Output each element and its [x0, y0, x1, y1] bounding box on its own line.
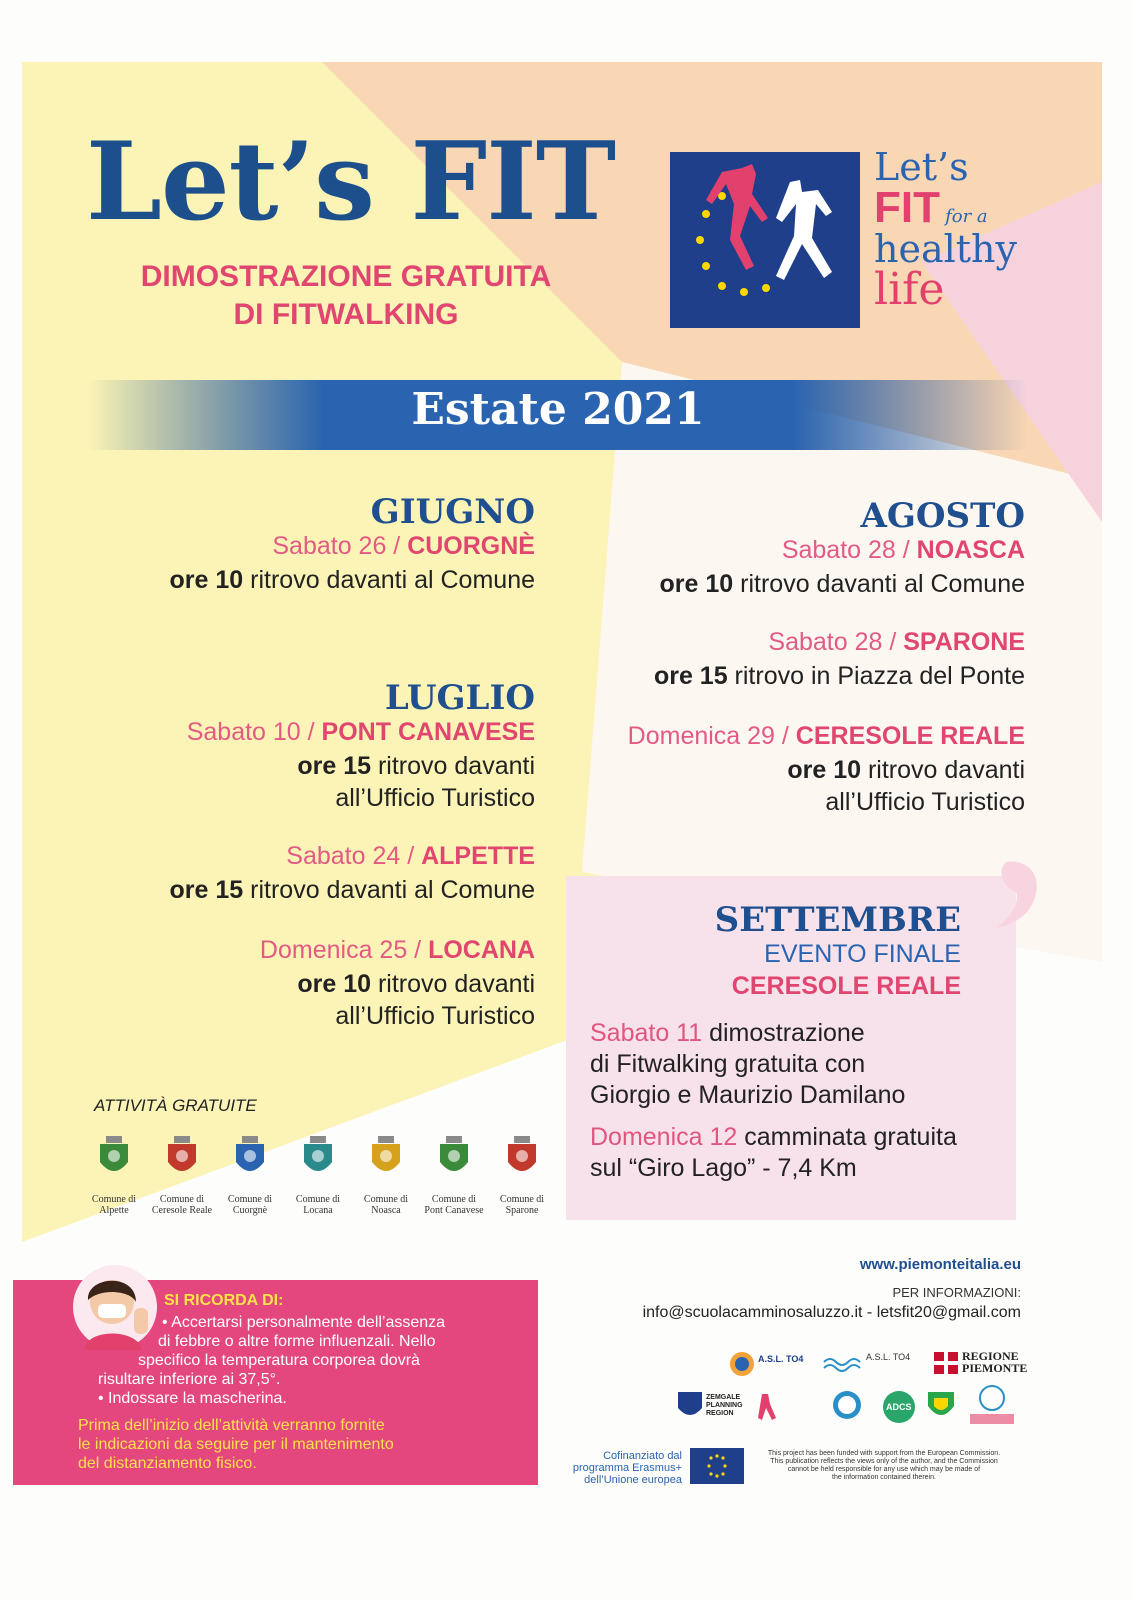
- crest-label-line: Comune di: [499, 1194, 545, 1205]
- disclaimer-line: cannot be held responsible for any use which may be made of: [787, 1466, 981, 1473]
- event-place: LOCANA: [428, 936, 535, 964]
- lets-fit-logo-text: [874, 145, 1017, 315]
- event-date: [260, 936, 535, 965]
- event-description: [654, 660, 1025, 692]
- event-time: ore 15: [297, 752, 372, 780]
- event-place: PONT CANAVESE: [321, 718, 535, 746]
- event-text: all’Ufficio Turistico: [825, 788, 1025, 816]
- event-text: all’Ufficio Turistico: [335, 784, 535, 812]
- subtitle-line: DIMOSTRAZIONE GRATUITA: [140, 260, 552, 293]
- month-settembre: SETTEMBRE: [714, 900, 961, 940]
- event-place: NOASCA: [916, 536, 1025, 564]
- event-text: di Fitwalking gratuita con: [590, 1050, 866, 1078]
- event-text: sul “Giro Lago” - 7,4 Km: [590, 1154, 857, 1182]
- logo-line: healthy: [874, 227, 1017, 271]
- partner-regione-line: REGIONE: [962, 1349, 1019, 1363]
- event-day: Sabato 11: [590, 1019, 703, 1047]
- municipality-crest-icon: [298, 1136, 338, 1178]
- event-text: ritrovo davanti: [371, 752, 535, 780]
- event-day: Sabato 26 /: [272, 532, 408, 560]
- crest-label-line: Comune di: [227, 1194, 273, 1205]
- quote-mark-decoration: [986, 858, 1046, 928]
- reminder-note: Prima dell’inizio dell’attività verranno fornite: [78, 1417, 385, 1434]
- event-day: Sabato 24 /: [286, 842, 422, 870]
- cofinanced-line: Cofinanziato dal: [603, 1450, 682, 1462]
- crest-label-line: Cuorgnè: [232, 1205, 268, 1216]
- municipality-crest-icon: [94, 1136, 134, 1178]
- info-label: PER INFORMAZIONI:: [892, 1285, 1021, 1300]
- zemgale-crest-icon: [676, 1390, 704, 1422]
- disclaimer-line: the information contained therein.: [832, 1474, 936, 1481]
- crest-label-line: Comune di: [91, 1194, 137, 1205]
- waves-icon: [822, 1354, 862, 1374]
- event-text: ritrovo davanti al Comune: [243, 566, 535, 594]
- event-text: ritrovo davanti al Comune: [243, 876, 535, 904]
- event-text: ritrovo davanti: [371, 970, 535, 998]
- contact-emails[interactable]: info@scuolacamminosaluzzo.it - letsfit20@gmail.com: [642, 1304, 1021, 1321]
- cofinanced-label: [560, 1450, 682, 1486]
- crest-label-line: Comune di: [363, 1194, 409, 1205]
- event-text: camminata gratuita: [737, 1123, 957, 1151]
- event-place: ALPETTE: [421, 842, 535, 870]
- reminder-note: del distanziamento fisico.: [78, 1455, 257, 1472]
- partner-zemgale-line: PLANNING: [706, 1402, 743, 1409]
- event-date: [782, 536, 1025, 565]
- crest-label-line: Alpette: [99, 1205, 129, 1216]
- logo-for-a: for a: [945, 206, 988, 227]
- partner-asl1: A.S.L. TO4: [758, 1354, 804, 1364]
- event-day: Domenica 12: [590, 1123, 738, 1151]
- scuola-cammino-logo-icon: [966, 1384, 1018, 1426]
- crest-label-line: Comune di: [431, 1194, 477, 1205]
- event-place: SPARONE: [903, 628, 1025, 656]
- final-event-day1: [590, 1018, 905, 1111]
- municipality-crests: [76, 1136, 556, 1236]
- municipality-crest-icon: [502, 1136, 542, 1178]
- event-place: CUORGNÈ: [407, 532, 535, 560]
- website-link[interactable]: www.piemonteitalia.eu: [859, 1256, 1021, 1273]
- event-date: [272, 532, 535, 561]
- event-description: [170, 564, 535, 596]
- partner-regione-line: PIEMONTE: [962, 1361, 1028, 1375]
- walker-badge-icon: [832, 1390, 862, 1420]
- crest-label-line: Pont Canavese: [424, 1205, 484, 1216]
- event-text: Giorgio e Maurizio Damilano: [590, 1081, 906, 1109]
- event-date: [768, 628, 1025, 657]
- disclaimer-line: This publication reflects the views only of the author, and the Commission: [770, 1458, 998, 1465]
- reminder-note: le indicazioni da seguire per il mantenimento: [78, 1436, 394, 1453]
- crest-label-line: Comune di: [159, 1194, 205, 1205]
- page-title: Let’s FIT: [86, 119, 616, 245]
- final-event-label: EVENTO FINALE: [764, 940, 961, 968]
- reminder-line: risultare inferiore ai 37,5°.: [98, 1371, 281, 1388]
- logo-fit: FIT: [874, 183, 940, 232]
- partner-adcs: ADCS: [886, 1402, 912, 1412]
- partner-regione: [962, 1350, 1027, 1374]
- walking-figures-eu-stars-icon: [670, 152, 860, 328]
- page-subtitle: [106, 258, 586, 334]
- event-place: CERESOLE REALE: [795, 722, 1025, 750]
- regione-piemonte-flag-icon: [934, 1352, 958, 1374]
- cofinanced-line: programma Erasmus+: [572, 1462, 682, 1474]
- final-event-place: CERESOLE REALE: [731, 972, 961, 1000]
- crest-label-line: Comune di: [295, 1194, 341, 1205]
- eu-flag-icon: [690, 1448, 744, 1484]
- month-giugno: GIUGNO: [370, 492, 535, 532]
- subtitle-line: DI FITWALKING: [233, 298, 459, 331]
- eu-disclaimer: [752, 1450, 1016, 1482]
- municipality-crest-icon: [230, 1136, 270, 1178]
- logo-line: Let’s: [874, 145, 969, 189]
- event-day: Domenica 25 /: [259, 936, 429, 964]
- event-description: [660, 568, 1025, 600]
- final-event-day2: [590, 1122, 957, 1184]
- event-date: [628, 722, 1025, 751]
- event-date: [286, 842, 535, 871]
- event-text: dimostrazione: [702, 1019, 865, 1047]
- logo-line: life: [874, 264, 945, 315]
- event-text: all’Ufficio Turistico: [335, 1002, 535, 1030]
- municipality-crest-icon: [366, 1136, 406, 1178]
- reminder-line: • Accertarsi personalmente dell’assenza: [162, 1314, 446, 1331]
- event-day: Sabato 28 /: [781, 536, 917, 564]
- partner-zemgale-line: ZEMGALE: [706, 1394, 741, 1401]
- event-description: [170, 874, 535, 906]
- crest-label-line: Sparone: [505, 1205, 539, 1216]
- masked-person-icon: [70, 1262, 160, 1352]
- month-agosto: AGOSTO: [860, 496, 1025, 536]
- event-description: [787, 754, 1025, 818]
- event-time: ore 10: [659, 570, 734, 598]
- crest-label-line: Ceresole Reale: [151, 1205, 213, 1216]
- partner-zemgale-line: REGION: [706, 1410, 734, 1417]
- event-text: ritrovo davanti: [861, 756, 1025, 784]
- event-text: ritrovo in Piazza del Ponte: [727, 662, 1025, 690]
- cofinanced-line: dell’Unione europea: [584, 1474, 682, 1486]
- event-day: Sabato 10 /: [186, 718, 322, 746]
- event-day: Domenica 29 /: [627, 722, 796, 750]
- free-activities-heading: ATTIVITÀ GRATUITE: [94, 1096, 257, 1115]
- crest-label-line: Locana: [303, 1205, 333, 1216]
- event-day: Sabato 28 /: [768, 628, 904, 656]
- event-date: [187, 718, 535, 747]
- reminder-line: • Indossare la mascherina.: [98, 1390, 287, 1407]
- disclaimer-line: This project has been funded with support from the European Commission.: [767, 1450, 1001, 1457]
- reminder-line: di febbre o altre forme influenzali. Nello: [158, 1333, 436, 1350]
- event-time: ore 15: [169, 876, 244, 904]
- month-luglio: LUGLIO: [384, 678, 535, 718]
- event-time: ore 10: [297, 970, 372, 998]
- nordic-walking-logo-icon: [752, 1390, 822, 1422]
- event-description: [297, 750, 535, 814]
- municipality-crest-icon: [162, 1136, 202, 1178]
- event-time: ore 10: [169, 566, 244, 594]
- season-label: Estate 2021: [411, 384, 705, 435]
- partner-asl2: A.S.L. TO4: [866, 1352, 911, 1362]
- event-text: ritrovo davanti al Comune: [733, 570, 1025, 598]
- crest-label-line: Noasca: [371, 1205, 401, 1216]
- reminder-title: SI RICORDA DI:: [164, 1292, 284, 1309]
- event-description: [297, 968, 535, 1032]
- municipality-crest-label: [479, 1194, 565, 1216]
- reminder-line: specifico la temperatura corporea dovrà: [138, 1352, 420, 1369]
- partner-zemgale: [706, 1394, 743, 1418]
- event-time: ore 15: [653, 662, 728, 690]
- shield-crest-icon: [926, 1390, 956, 1422]
- municipality-crest-icon: [434, 1136, 474, 1178]
- event-time: ore 10: [787, 756, 862, 784]
